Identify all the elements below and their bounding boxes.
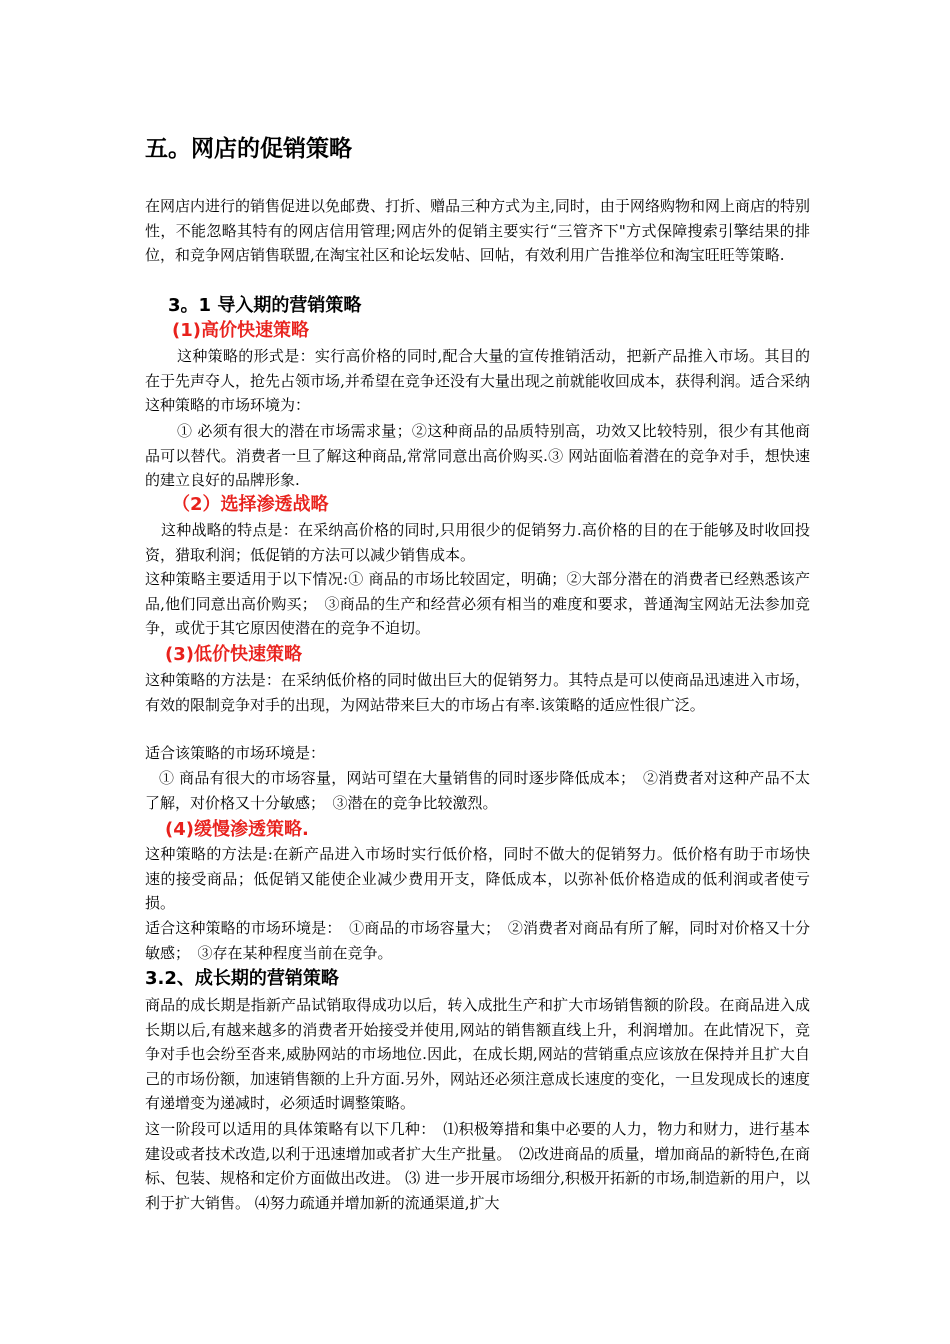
section-heading-3-2: 3.2、成长期的营销策略 [145, 968, 339, 989]
subsection-heading-2: （2）选择渗透战略 [172, 494, 329, 515]
subsection-3-paragraph-1: 这种策略的方法是：在采纳低价格的同时做出巨大的促销努力。其特点是可以使商品迅速进入市场，有效的限制竞争对手的出现，为网站带来巨大的市场占有率.该策略的适应性很广泛。 [145, 671, 810, 714]
subsection-4-paragraph-1: 这种策略的方法是:在新产品进入市场时实行低价格，同时不做大的促销努力。低价格有助于市场快速的接受商品；低促销又能使企业减少费用开支，降低成本，以弥补低价格造成的低利润或者使亏损。 [145, 845, 810, 912]
subsection-heading-3: (3)低价快速策略 [165, 644, 302, 665]
subsection-1-paragraph-1: 这种策略的形式是：实行高价格的同时,配合大量的宣传推销活动，把新产品推入市场。其目的在于先声夺人，抢先占领市场,并希望在竞争还没有大量出现之前就能收回成本，获得利润。适合采纳这种策略的市场环境为： [145, 347, 810, 414]
section-3-2-paragraph-1: 商品的成长期是指新产品试销取得成功以后，转入成批生产和扩大市场销售额的阶段。在商品进入成长期以后,有越来越多的消费者开始接受并使用,网站的销售额直线上升，利润增加。在此情况下，竞争对手也会纷至沓来,威胁网站的市场地位.因此，在成长期,网站的营销重点应该放在保持并且扩大自己的市场份额，加速销售额的上升方面.另外，网站还必须注意成长速度的变化，一旦发现成长的速度有递增变为递减时，必须适时调整策略。 [145, 996, 810, 1112]
subsection-4-paragraph-2: 适合这种策略的市场环境是： ①商品的市场容量大； ②消费者对商品有所了解，同时对价格又十分敏感； ③存在某种程度当前在竞争。 [145, 919, 810, 962]
subsection-heading-1: (1)高价快速策略 [172, 320, 309, 341]
subsection-heading-4: (4)缓慢渗透策略. [165, 819, 309, 840]
subsection-3-paragraph-3: ① 商品有很大的市场容量，网站可望在大量销售的同时逐步降低成本； ②消费者对这种产品不太了解，对价格又十分敏感； ③潜在的竞争比较激烈。 [145, 769, 810, 812]
section-3-2-paragraph-2: 这一阶段可以适用的具体策略有以下几种： ⑴积极筹措和集中必要的人力，物力和财力，进行基本建设或者技术改造,以利于迅速增加或者扩大生产批量。 ⑵改进商品的质量，增加商品的新特色,在商标、包装、规格和定价方面做出改进。 ⑶ 进一步开展市场细分,积极开拓新的市场,制造新的用户，以利于扩大销售。 ⑷努力疏通并增加新的流通渠道,扩大 [145, 1120, 810, 1212]
section-heading-3-1: 3。1 导入期的营销策略 [168, 295, 362, 316]
subsection-2-paragraph-2: 这种策略主要适用于以下情况:① 商品的市场比较固定，明确；②大部分潜在的消费者已经熟悉该产品,他们同意出高价购买； ③商品的生产和经营必须有相当的难度和要求，普通淘宝网站无法参加竞争，或优于其它原因使潜在的竞争不迫切。 [145, 570, 810, 637]
subsection-2-paragraph-1: 这种战略的特点是：在采纳高价格的同时,只用很少的促销努力.高价格的目的在于能够及时收回投资，猎取利润；低促销的方法可以减少销售成本。 [145, 521, 810, 564]
page-title: 五。网店的促销策略 [145, 136, 352, 162]
subsection-3-paragraph-2: 适合该策略的市场环境是： [145, 744, 326, 762]
intro-paragraph: 在网店内进行的销售促进以免邮费、打折、赠品三种方式为主,同时，由于网络购物和网上商店的特别性，不能忽略其特有的网店信用管理;网店外的促销主要实行“三管齐下"方式保障搜索引擎结果的排位，和竞争网店销售联盟,在淘宝社区和论坛发帖、回帖，有效利用广告推举位和淘宝旺旺等策略. [145, 197, 810, 264]
subsection-1-paragraph-2: ① 必须有很大的潜在市场需求量；②这种商品的品质特别高，功效又比较特别，很少有其他商品可以替代。消费者一旦了解这种商品,常常同意出高价购买.③ 网站面临着潜在的竞争对手，想快速的建立良好的品牌形象. [145, 422, 810, 489]
